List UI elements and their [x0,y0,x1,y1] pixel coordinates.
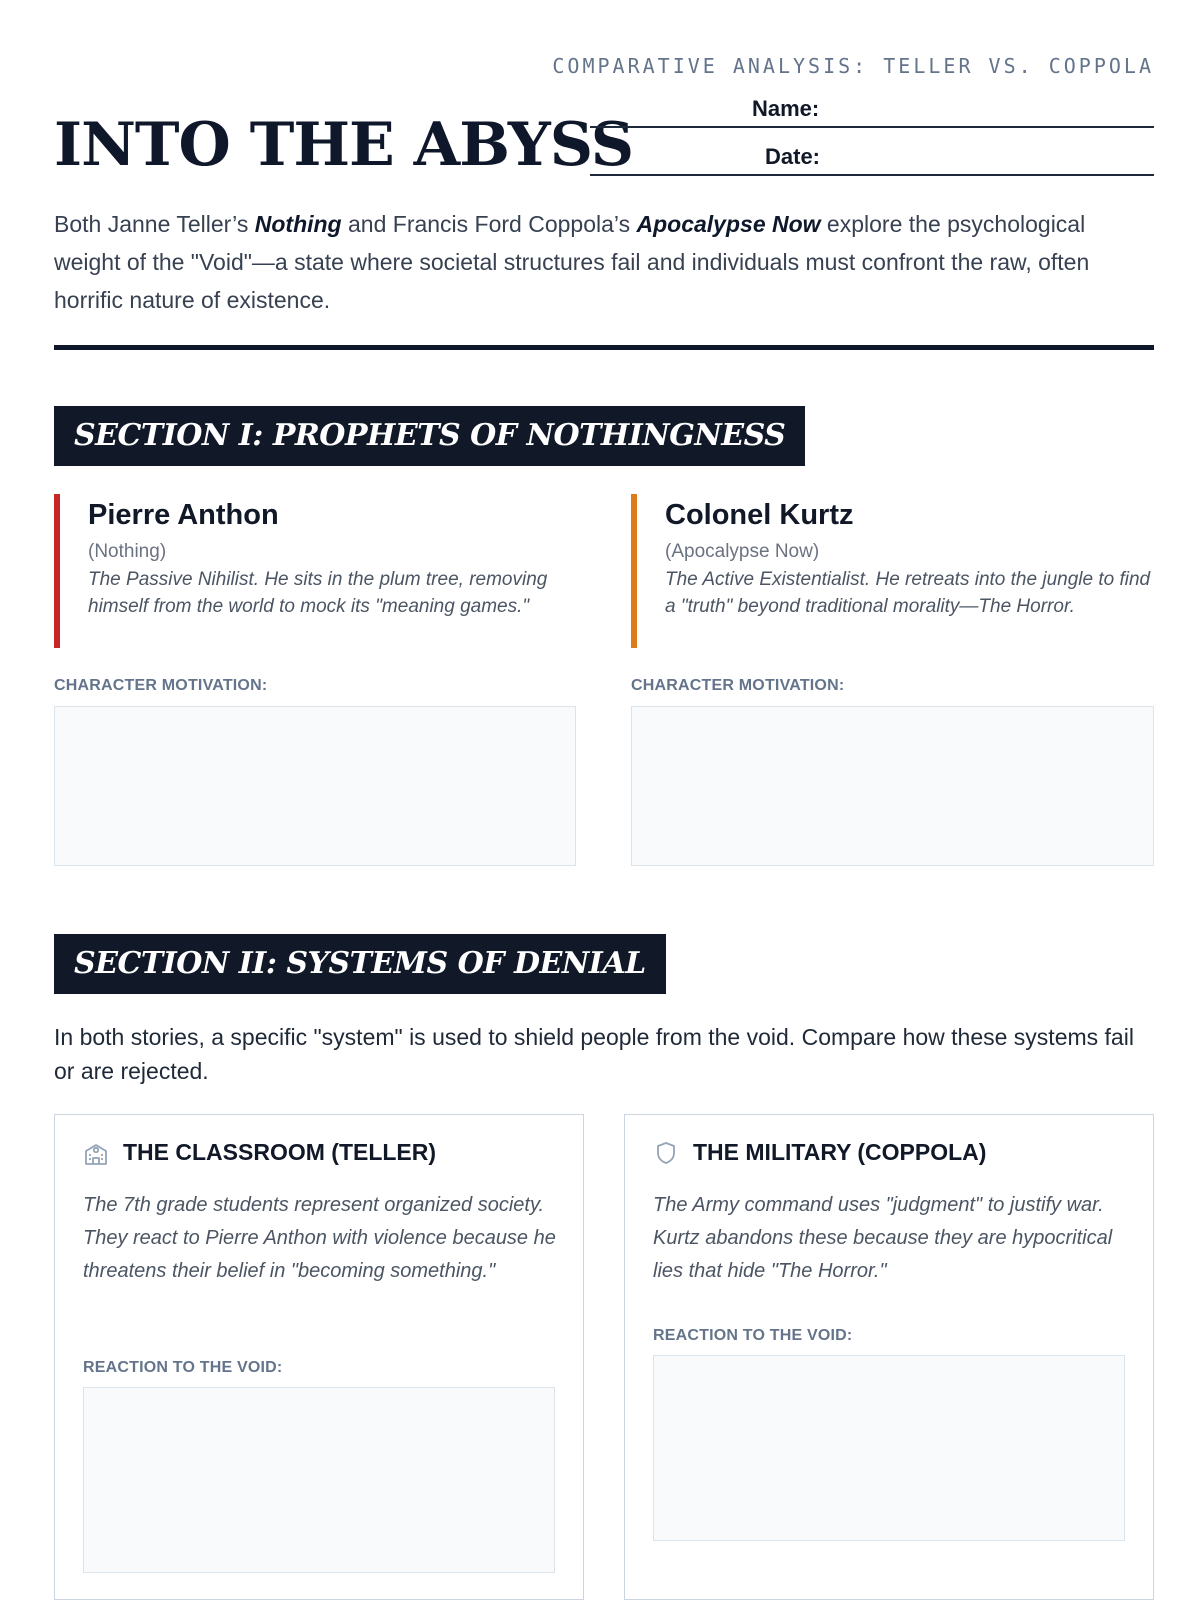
date-field[interactable] [590,142,1154,176]
worksheet-kicker: COMPARATIVE ANALYSIS: TELLER VS. COPPOLA [552,54,1154,78]
reaction-answer-box-military[interactable] [653,1355,1125,1541]
intro-text-3: explore the psychological weight of the "Void"—a state where societal structures fail and individuals must confront the raw, often horrific nature of existence. [54,211,1090,313]
name-label: Name: [752,96,820,121]
intro-paragraph [54,205,1154,319]
system-card-title-row [83,1139,436,1166]
system-card-military [624,1114,1154,1600]
character-description: The Passive Nihilist. He sits in the plum tree, removing himself from the world to mock its "meaning games." [88,569,548,617]
character-name: Colonel Kurtz [665,499,854,531]
school-icon [83,1140,109,1166]
date-label: Date: [765,144,821,169]
intro-text-2: and Francis Ford Coppola’s [341,211,637,237]
system-card-description: The Army command uses "judgment" to justify war. Kurtz abandons these because they are hypocritical lies that hide "The Horror." [653,1194,1113,1282]
motivation-label-kurtz: CHARACTER MOTIVATION: [631,677,845,694]
system-card-description: The 7th grade students represent organized society. They react to Pierre Anthon with violence because he threatens their belief in "becoming something." [83,1194,556,1282]
intro-work-apocalypse-now: Apocalypse Now [636,211,821,237]
character-description: The Active Existentialist. He retreats into the jungle to find a "truth" beyond traditional morality—The Horror. [665,569,1151,617]
page-title: INTO THE ABYSS [54,110,634,180]
character-source: (Nothing) [88,541,167,562]
character-card-pierre-anthon [54,494,574,648]
reaction-label-military: REACTION TO THE VOID: [653,1327,853,1344]
reaction-answer-box-classroom[interactable] [83,1387,555,1573]
motivation-answer-box-pierre[interactable] [54,706,576,866]
motivation-label-pierre: CHARACTER MOTIVATION: [54,677,268,694]
system-card-title: THE MILITARY (COPPOLA) [693,1139,987,1165]
intro-text-1: Both Janne Teller’s [54,211,255,237]
character-name: Pierre Anthon [88,499,279,531]
character-card-colonel-kurtz [631,494,1151,648]
reaction-label-classroom: REACTION TO THE VOID: [83,1359,283,1376]
system-card-classroom [54,1114,584,1600]
motivation-answer-box-kurtz[interactable] [631,706,1154,866]
character-source: (Apocalypse Now) [665,541,820,562]
intro-work-nothing: Nothing [254,211,342,237]
shield-icon [653,1140,679,1166]
system-card-title: THE CLASSROOM (TELLER) [123,1139,437,1165]
name-field[interactable] [590,94,1154,128]
section-2-heading: SECTION II: SYSTEMS OF DENIAL [54,934,666,994]
system-card-title-row [653,1139,986,1166]
section-1-heading: SECTION I: PROPHETS OF NOTHINGNESS [54,406,805,466]
header-divider [54,345,1154,350]
section-2-instructions: In both stories, a specific "system" is used to shield people from the void. Compare how these systems fail or are rejected. [54,1024,1134,1084]
